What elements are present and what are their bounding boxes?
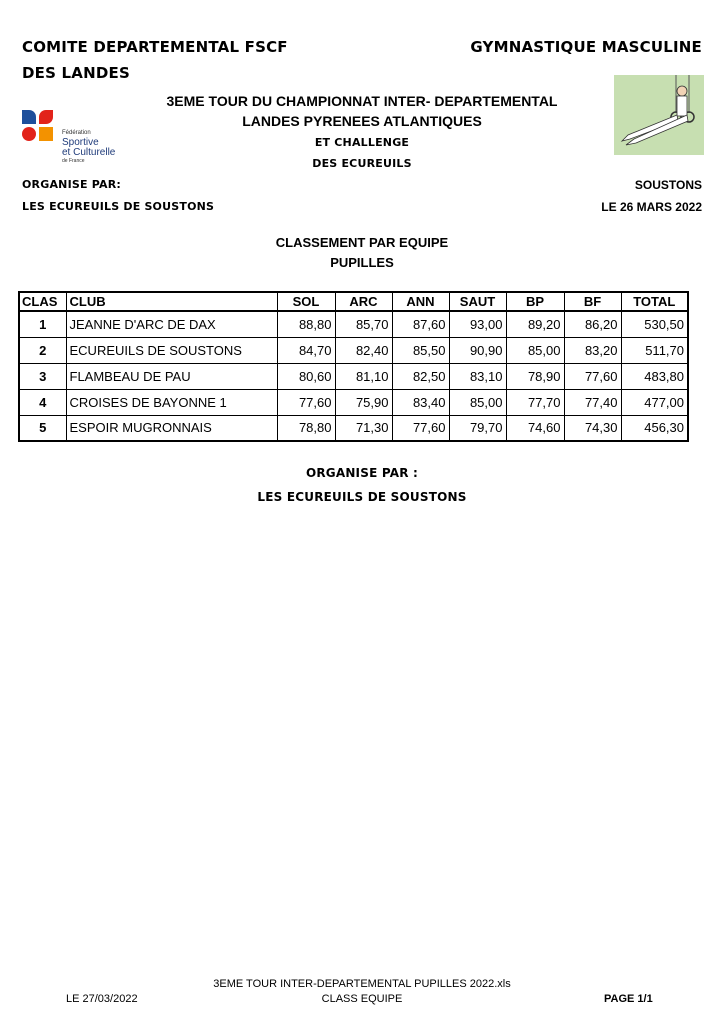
discipline-title: GYMNASTIQUE MASCULINE: [470, 38, 702, 56]
organiser-name: LES ECUREUILS DE SOUSTONS: [22, 200, 215, 213]
total-cell: 511,70: [621, 337, 688, 363]
saut-cell: 79,70: [449, 415, 506, 441]
rank-cell: 2: [19, 337, 66, 363]
table-row: [19, 389, 688, 415]
arc-cell: 71,30: [335, 415, 392, 441]
logo-text-france: de France: [62, 158, 85, 164]
event-date: LE 26 MARS 2022: [601, 200, 702, 214]
bp-cell: 85,00: [506, 337, 564, 363]
column-header-sol: SOL: [277, 292, 335, 311]
club-cell: ECUREUILS DE SOUSTONS: [66, 337, 277, 363]
sol-cell: 88,80: [277, 311, 335, 337]
rank-cell: 3: [19, 363, 66, 389]
bf-cell: 86,20: [564, 311, 621, 337]
bp-cell: 78,90: [506, 363, 564, 389]
table-row: [19, 311, 688, 337]
bp-cell: 89,20: [506, 311, 564, 337]
saut-cell: 83,10: [449, 363, 506, 389]
bf-cell: 83,20: [564, 337, 621, 363]
saut-cell: 90,90: [449, 337, 506, 363]
sol-cell: 77,60: [277, 389, 335, 415]
bf-cell: 77,60: [564, 363, 621, 389]
table-row: [19, 363, 688, 389]
bf-cell: 74,30: [564, 415, 621, 441]
organiser-label: ORGANISE PAR:: [22, 178, 121, 191]
arc-cell: 82,40: [335, 337, 392, 363]
club-cell: CROISES DE BAYONNE 1: [66, 389, 277, 415]
saut-cell: 93,00: [449, 311, 506, 337]
team-ranking-table: [18, 291, 689, 442]
table-row: [19, 337, 688, 363]
footer-print-date: LE 27/03/2022: [66, 993, 138, 1005]
total-cell: 456,30: [621, 415, 688, 441]
rank-cell: 5: [19, 415, 66, 441]
challenge-title-line2: DES ECUREUILS: [312, 157, 412, 170]
arc-cell: 81,10: [335, 363, 392, 389]
bottom-organiser-label: ORGANISE PAR :: [305, 466, 419, 480]
column-header-bp: BP: [506, 292, 564, 311]
rank-cell: 4: [19, 389, 66, 415]
ann-cell: 83,40: [392, 389, 449, 415]
rank-cell: 1: [19, 311, 66, 337]
ann-cell: 85,50: [392, 337, 449, 363]
total-cell: 477,00: [621, 389, 688, 415]
column-header-bf: BF: [564, 292, 621, 311]
total-cell: 483,80: [621, 363, 688, 389]
sol-cell: 84,70: [277, 337, 335, 363]
column-header-ann: ANN: [392, 292, 449, 311]
logo-text-federation: Fédération: [62, 130, 91, 136]
column-header-total: TOTAL: [621, 292, 688, 311]
committee-name-line1: COMITE DEPARTEMENTAL FSCF: [22, 38, 288, 56]
club-cell: ESPOIR MUGRONNAIS: [66, 415, 277, 441]
logo-circle-red: [22, 127, 36, 141]
table-row: [19, 415, 688, 441]
committee-name-line2: DES LANDES: [22, 64, 130, 82]
arc-cell: 85,70: [335, 311, 392, 337]
logo-text-culturelle: et Culturelle: [62, 147, 116, 158]
ann-cell: 77,60: [392, 415, 449, 441]
saut-cell: 85,00: [449, 389, 506, 415]
bp-cell: 74,60: [506, 415, 564, 441]
ann-cell: 82,50: [392, 363, 449, 389]
total-cell: 530,50: [621, 311, 688, 337]
footer-page-number: PAGE 1/1: [604, 993, 653, 1005]
logo-square-orange: [39, 127, 53, 141]
bp-cell: 77,70: [506, 389, 564, 415]
fscf-logo: [22, 110, 132, 164]
club-cell: FLAMBEAU DE PAU: [66, 363, 277, 389]
column-header-arc: ARC: [335, 292, 392, 311]
gymnast-rings-illustration: [614, 75, 704, 155]
challenge-title-line1: ET CHALLENGE: [314, 136, 410, 149]
bottom-organiser-name: LES ECUREUILS DE SOUSTONS: [257, 490, 467, 504]
sol-cell: 80,60: [277, 363, 335, 389]
logo-text-sportive: Sportive: [62, 137, 99, 148]
logo-square-red: [39, 110, 53, 124]
logo-square-blue: [22, 110, 36, 124]
event-city: SOUSTONS: [634, 178, 702, 192]
column-header-club: CLUB: [66, 292, 277, 311]
club-cell: JEANNE D'ARC DE DAX: [66, 311, 277, 337]
footer-filename: 3EME TOUR INTER-DEPARTEMENTAL PUPILLES 2022.xls: [213, 978, 511, 990]
ann-cell: 87,60: [392, 311, 449, 337]
championship-title: 3EME TOUR DU CHAMPIONNAT INTER- DEPARTEMENTAL: [166, 93, 558, 109]
championship-region: LANDES PYRENEES ATLANTIQUES: [242, 113, 482, 129]
table-header-row: [19, 292, 688, 311]
ranking-title: CLASSEMENT PAR EQUIPE: [275, 235, 449, 250]
footer-sheet-name: CLASS EQUIPE: [321, 993, 403, 1005]
sol-cell: 78,80: [277, 415, 335, 441]
ranking-category: PUPILLES: [330, 255, 394, 270]
arc-cell: 75,90: [335, 389, 392, 415]
column-header-saut: SAUT: [449, 292, 506, 311]
column-header-clas: CLAS: [19, 292, 66, 311]
bf-cell: 77,40: [564, 389, 621, 415]
